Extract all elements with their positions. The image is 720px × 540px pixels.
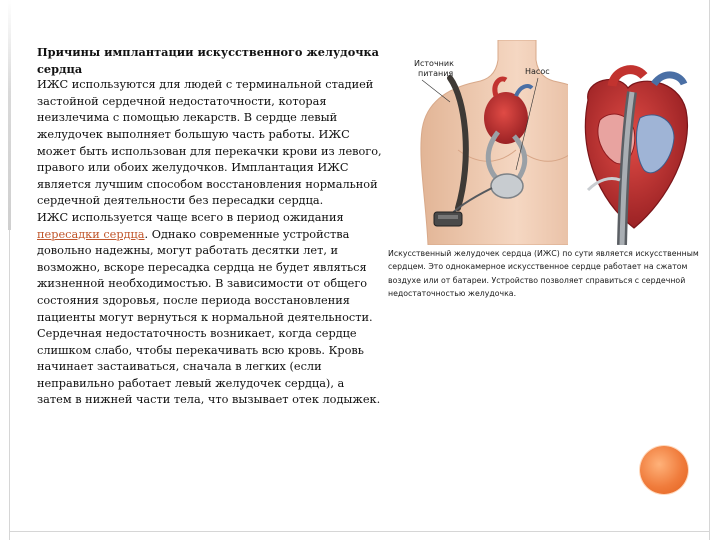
battery-detail [438, 215, 458, 219]
paragraph-intro: ИЖС используются для людей с терминальной стадией застойной сердечной недостаточности, которая неизлечима с помощью лекарств. В сердце левый желудочек выполняет большую часть работы. ИЖС может быть использован для перекачки крови из левого, правого или обоих желудочков. Имплантация ИЖС является лучшим способом восстановления нормальной сердечной деятельности без пересадки сердца. [37, 78, 382, 208]
paragraph-transplant-start: ИЖС используется чаще всего в период ожидания [37, 210, 344, 224]
lvad-illustration [388, 40, 708, 245]
paragraph-transplant-end: . Однако современные устройства довольно надежны, могут работать десятки лет, и возможно, вскоре пересадка сердца не будет являться жизненной необходимостью. В зависимости от общего состояния здоровья, после периода восстановления пациенты могут вернуться к нормальной деятельности. [37, 227, 373, 324]
power-source-label-2: питания [418, 69, 454, 78]
decorative-orange-circle [640, 446, 688, 494]
power-source-label: Источник [414, 59, 454, 68]
slide-border-right [709, 0, 710, 540]
slide-border-left [9, 230, 10, 540]
heart-transplant-link[interactable]: пересадки сердца [37, 227, 145, 241]
slide-border-left-top [8, 0, 11, 230]
paragraph-heart-failure: Сердечная недостаточность возникает, когда сердце слишком слабо, чтобы перекачивать всю кровь. Кровь начинает застаиваться, сначала в легких (если неправильно работает левый желудочек сердца), а затем в нижней части тела, что вызывает отек лодыжек. [37, 327, 381, 407]
main-text-block [37, 44, 382, 409]
power-label-leader [422, 80, 450, 102]
illustration-caption: Искусственный желудочек сердца (ИЖС) по сути является искусственным сердцем. Это однокамерное искусственное сердце работает на сжатом воздухе или от батареи. Устройство позволяет справиться с сердечной недостаточностью желудочка. [388, 249, 699, 299]
lvad-diagram [388, 40, 708, 245]
pump-label: Насос [525, 67, 550, 76]
slide-title: Причины имплантации искусственного желудочка сердца [37, 45, 379, 76]
slide-border-bottom [9, 531, 710, 532]
heart-cutaway [568, 70, 704, 245]
pump-body [491, 174, 523, 198]
body-heart [484, 92, 528, 144]
paragraph-transplant [37, 210, 382, 326]
